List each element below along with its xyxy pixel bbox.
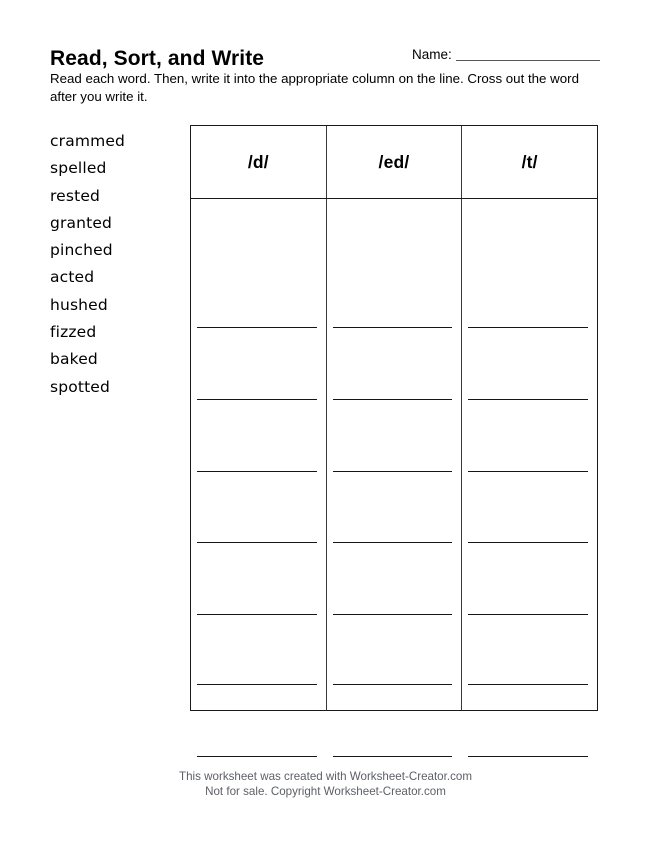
write-line[interactable]: [197, 327, 317, 328]
word-item[interactable]: rested: [50, 186, 100, 205]
word-list: [50, 128, 180, 401]
word-item[interactable]: hushed: [50, 295, 108, 314]
write-line[interactable]: [468, 327, 588, 328]
write-line[interactable]: [468, 542, 588, 543]
write-line[interactable]: [333, 756, 453, 757]
write-line[interactable]: [333, 327, 453, 328]
write-line[interactable]: [333, 471, 453, 472]
write-line[interactable]: [197, 471, 317, 472]
write-line[interactable]: [197, 542, 317, 543]
sort-column-cell: [461, 199, 597, 710]
write-line[interactable]: [197, 756, 317, 757]
write-line[interactable]: [197, 684, 317, 685]
sort-table-header-row: [191, 126, 597, 199]
write-line[interactable]: [333, 399, 453, 400]
word-item[interactable]: pinched: [50, 241, 113, 260]
write-line[interactable]: [468, 684, 588, 685]
footer: [0, 770, 651, 799]
write-line[interactable]: [197, 399, 317, 400]
footer-line-2: Not for sale. Copyright Worksheet-Creator.com: [205, 784, 446, 798]
word-item[interactable]: fizzed: [50, 323, 97, 342]
word-item[interactable]: acted: [50, 268, 95, 287]
write-line[interactable]: [468, 614, 588, 615]
sort-column-header: /d/: [247, 151, 269, 172]
word-item[interactable]: granted: [50, 213, 113, 232]
sort-column-header: /t/: [461, 126, 597, 198]
name-write-line[interactable]: [456, 59, 600, 61]
name-field-block: [412, 46, 600, 63]
word-item[interactable]: spelled: [50, 159, 107, 178]
sort-column-cell: [326, 199, 462, 710]
word-item[interactable]: baked: [50, 350, 98, 369]
write-line[interactable]: [468, 399, 588, 400]
name-label: Name:: [412, 47, 452, 62]
write-line[interactable]: [333, 684, 453, 685]
sort-table: [190, 125, 598, 711]
page-title: Read, Sort, and Write: [50, 47, 265, 70]
write-line[interactable]: [333, 542, 453, 543]
sort-column-cell: [191, 199, 326, 710]
sort-column-header: /ed/: [326, 126, 462, 198]
write-line[interactable]: [197, 614, 317, 615]
word-item[interactable]: crammed: [50, 132, 126, 150]
footer-line-1: This worksheet was created with Worksheet-Creator.com: [179, 770, 472, 783]
write-line[interactable]: [333, 614, 453, 615]
write-line[interactable]: [468, 471, 588, 472]
write-line[interactable]: [468, 756, 588, 757]
instructions-text: Read each word. Then, write it into the appropriate column on the line. Cross out the word after you write it.: [50, 71, 579, 104]
word-item[interactable]: spotted: [50, 377, 110, 396]
sort-table-body-row: [191, 199, 597, 710]
